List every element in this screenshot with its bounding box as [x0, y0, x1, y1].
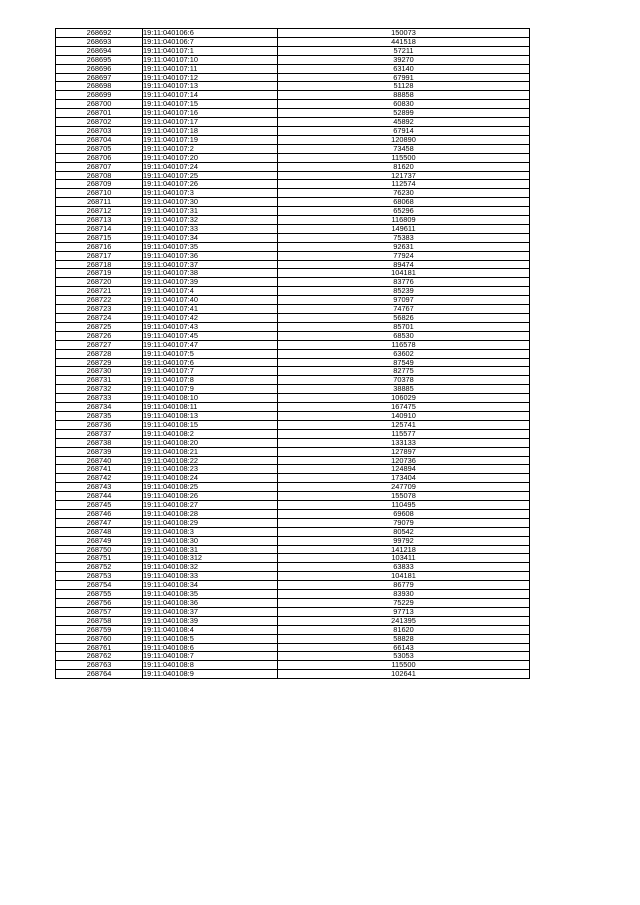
cadastral-number-cell: 19:11:040107:39: [143, 278, 278, 287]
value-cell: 92631: [278, 242, 530, 251]
value-cell: 116578: [278, 340, 530, 349]
table-row: [56, 411, 530, 420]
value-cell: 53053: [278, 652, 530, 661]
row-id-cell: 268725: [56, 322, 143, 331]
row-id-cell: 268741: [56, 465, 143, 474]
value-cell: 67991: [278, 73, 530, 82]
table-row: [56, 82, 530, 91]
table-row: [56, 429, 530, 438]
table-row: [56, 242, 530, 251]
cadastral-number-cell: 19:11:040107:5: [143, 349, 278, 358]
row-id-cell: 268711: [56, 198, 143, 207]
row-id-cell: 268758: [56, 616, 143, 625]
cadastral-number-cell: 19:11:040107:25: [143, 171, 278, 180]
cadastral-number-cell: 19:11:040108:39: [143, 616, 278, 625]
cadastral-number-cell: 19:11:040107:4: [143, 287, 278, 296]
table-row: [56, 260, 530, 269]
cadastral-number-cell: 19:11:040107:34: [143, 233, 278, 242]
cadastral-number-cell: 19:11:040106:6: [143, 29, 278, 38]
row-id-cell: 268720: [56, 278, 143, 287]
table-row: [56, 171, 530, 180]
cadastral-number-cell: 19:11:040108:30: [143, 536, 278, 545]
table-row: [56, 349, 530, 358]
row-id-cell: 268760: [56, 634, 143, 643]
cadastral-number-cell: 19:11:040108:3: [143, 527, 278, 536]
row-id-cell: 268746: [56, 509, 143, 518]
value-cell: 115500: [278, 661, 530, 670]
row-id-cell: 268710: [56, 189, 143, 198]
cadastral-number-cell: 19:11:040108:20: [143, 438, 278, 447]
table-row: [56, 394, 530, 403]
table-row: [56, 465, 530, 474]
value-cell: 173404: [278, 474, 530, 483]
table-row: [56, 599, 530, 608]
value-cell: 66143: [278, 643, 530, 652]
table-row: [56, 536, 530, 545]
row-id-cell: 268750: [56, 545, 143, 554]
cadastral-number-cell: 19:11:040107:12: [143, 73, 278, 82]
cadastral-number-cell: 19:11:040108:34: [143, 581, 278, 590]
row-id-cell: 268747: [56, 518, 143, 527]
row-id-cell: 268728: [56, 349, 143, 358]
value-cell: 83930: [278, 590, 530, 599]
row-id-cell: 268751: [56, 554, 143, 563]
row-id-cell: 268739: [56, 447, 143, 456]
row-id-cell: 268705: [56, 144, 143, 153]
data-table: [55, 28, 530, 679]
row-id-cell: 268723: [56, 305, 143, 314]
value-cell: 70378: [278, 376, 530, 385]
value-cell: 97713: [278, 607, 530, 616]
table-row: [56, 438, 530, 447]
cadastral-number-cell: 19:11:040107:13: [143, 82, 278, 91]
row-id-cell: 268706: [56, 153, 143, 162]
cadastral-number-cell: 19:11:040107:36: [143, 251, 278, 260]
cadastral-number-cell: 19:11:040107:24: [143, 162, 278, 171]
table-row: [56, 144, 530, 153]
row-id-cell: 268732: [56, 385, 143, 394]
cadastral-number-cell: 19:11:040108:11: [143, 403, 278, 412]
value-cell: 149611: [278, 224, 530, 233]
value-cell: 73458: [278, 144, 530, 153]
value-cell: 75229: [278, 599, 530, 608]
value-cell: 125741: [278, 420, 530, 429]
value-cell: 81620: [278, 625, 530, 634]
cadastral-number-cell: 19:11:040107:6: [143, 358, 278, 367]
cadastral-number-cell: 19:11:040107:19: [143, 135, 278, 144]
cadastral-number-cell: 19:11:040108:5: [143, 634, 278, 643]
row-id-cell: 268692: [56, 29, 143, 38]
row-id-cell: 268755: [56, 590, 143, 599]
table-body: [56, 29, 530, 679]
table-row: [56, 73, 530, 82]
row-id-cell: 268717: [56, 251, 143, 260]
row-id-cell: 268749: [56, 536, 143, 545]
value-cell: 83776: [278, 278, 530, 287]
table-row: [56, 287, 530, 296]
value-cell: 89474: [278, 260, 530, 269]
table-row: [56, 296, 530, 305]
row-id-cell: 268719: [56, 269, 143, 278]
table-row: [56, 420, 530, 429]
cadastral-number-cell: 19:11:040108:23: [143, 465, 278, 474]
row-id-cell: 268742: [56, 474, 143, 483]
value-cell: 76230: [278, 189, 530, 198]
table-row: [56, 376, 530, 385]
cadastral-number-cell: 19:11:040107:35: [143, 242, 278, 251]
value-cell: 68530: [278, 331, 530, 340]
value-cell: 106029: [278, 394, 530, 403]
cadastral-number-cell: 19:11:040107:45: [143, 331, 278, 340]
value-cell: 133133: [278, 438, 530, 447]
row-id-cell: 268764: [56, 670, 143, 679]
cadastral-number-cell: 19:11:040108:28: [143, 509, 278, 518]
table-row: [56, 64, 530, 73]
cadastral-number-cell: 19:11:040108:7: [143, 652, 278, 661]
row-id-cell: 268699: [56, 91, 143, 100]
value-cell: 85701: [278, 322, 530, 331]
table-row: [56, 403, 530, 412]
table-row: [56, 590, 530, 599]
value-cell: 115577: [278, 429, 530, 438]
cadastral-number-cell: 19:11:040107:41: [143, 305, 278, 314]
value-cell: 127897: [278, 447, 530, 456]
row-id-cell: 268708: [56, 171, 143, 180]
table-row: [56, 109, 530, 118]
cadastral-number-cell: 19:11:040107:26: [143, 180, 278, 189]
value-cell: 58828: [278, 634, 530, 643]
value-cell: 75383: [278, 233, 530, 242]
row-id-cell: 268693: [56, 37, 143, 46]
cadastral-number-cell: 19:11:040107:47: [143, 340, 278, 349]
value-cell: 68068: [278, 198, 530, 207]
table-row: [56, 153, 530, 162]
row-id-cell: 268743: [56, 483, 143, 492]
cadastral-number-cell: 19:11:040108:26: [143, 492, 278, 501]
table-row: [56, 126, 530, 135]
table-row: [56, 162, 530, 171]
row-id-cell: 268724: [56, 314, 143, 323]
table-row: [56, 367, 530, 376]
cadastral-number-cell: 19:11:040107:43: [143, 322, 278, 331]
cadastral-number-cell: 19:11:040108:2: [143, 429, 278, 438]
table-row: [56, 278, 530, 287]
table-row: [56, 501, 530, 510]
row-id-cell: 268752: [56, 563, 143, 572]
table-row: [56, 447, 530, 456]
cadastral-number-cell: 19:11:040108:10: [143, 394, 278, 403]
value-cell: 140910: [278, 411, 530, 420]
row-id-cell: 268715: [56, 233, 143, 242]
cadastral-number-cell: 19:11:040108:29: [143, 518, 278, 527]
cadastral-number-cell: 19:11:040108:312: [143, 554, 278, 563]
row-id-cell: 268703: [56, 126, 143, 135]
row-id-cell: 268713: [56, 216, 143, 225]
table-row: [56, 46, 530, 55]
cadastral-number-cell: 19:11:040107:2: [143, 144, 278, 153]
cadastral-number-cell: 19:11:040108:15: [143, 420, 278, 429]
cadastral-number-cell: 19:11:040107:11: [143, 64, 278, 73]
value-cell: 116809: [278, 216, 530, 225]
row-id-cell: 268745: [56, 501, 143, 510]
row-id-cell: 268721: [56, 287, 143, 296]
table-row: [56, 509, 530, 518]
value-cell: 241395: [278, 616, 530, 625]
table-row: [56, 207, 530, 216]
row-id-cell: 268701: [56, 109, 143, 118]
value-cell: 150073: [278, 29, 530, 38]
cadastral-number-cell: 19:11:040108:25: [143, 483, 278, 492]
value-cell: 104181: [278, 269, 530, 278]
value-cell: 80542: [278, 527, 530, 536]
table-row: [56, 527, 530, 536]
row-id-cell: 268702: [56, 118, 143, 127]
row-id-cell: 268737: [56, 429, 143, 438]
value-cell: 120890: [278, 135, 530, 144]
table-row: [56, 358, 530, 367]
cadastral-number-cell: 19:11:040107:30: [143, 198, 278, 207]
table-row: [56, 492, 530, 501]
row-id-cell: 268762: [56, 652, 143, 661]
row-id-cell: 268738: [56, 438, 143, 447]
value-cell: 52899: [278, 109, 530, 118]
value-cell: 57211: [278, 46, 530, 55]
table-row: [56, 135, 530, 144]
table-row: [56, 216, 530, 225]
table-row: [56, 652, 530, 661]
value-cell: 63602: [278, 349, 530, 358]
value-cell: 65296: [278, 207, 530, 216]
value-cell: 102641: [278, 670, 530, 679]
table-row: [56, 643, 530, 652]
value-cell: 67914: [278, 126, 530, 135]
value-cell: 124894: [278, 465, 530, 474]
table-row: [56, 518, 530, 527]
table-row: [56, 100, 530, 109]
cadastral-number-cell: 19:11:040108:4: [143, 625, 278, 634]
value-cell: 115500: [278, 153, 530, 162]
row-id-cell: 268730: [56, 367, 143, 376]
table-row: [56, 616, 530, 625]
cadastral-number-cell: 19:11:040108:33: [143, 572, 278, 581]
cadastral-number-cell: 19:11:040108:9: [143, 670, 278, 679]
row-id-cell: 268696: [56, 64, 143, 73]
table-row: [56, 198, 530, 207]
value-cell: 120736: [278, 456, 530, 465]
cadastral-number-cell: 19:11:040107:38: [143, 269, 278, 278]
table-row: [56, 581, 530, 590]
row-id-cell: 268756: [56, 599, 143, 608]
value-cell: 99792: [278, 536, 530, 545]
table-row: [56, 251, 530, 260]
row-id-cell: 268761: [56, 643, 143, 652]
table-row: [56, 118, 530, 127]
row-id-cell: 268712: [56, 207, 143, 216]
row-id-cell: 268718: [56, 260, 143, 269]
row-id-cell: 268726: [56, 331, 143, 340]
table-row: [56, 340, 530, 349]
cadastral-number-cell: 19:11:040107:40: [143, 296, 278, 305]
table-row: [56, 189, 530, 198]
cadastral-number-cell: 19:11:040108:31: [143, 545, 278, 554]
row-id-cell: 268694: [56, 46, 143, 55]
table-row: [56, 180, 530, 189]
value-cell: 69608: [278, 509, 530, 518]
table-row: [56, 91, 530, 100]
value-cell: 74767: [278, 305, 530, 314]
row-id-cell: 268698: [56, 82, 143, 91]
row-id-cell: 268754: [56, 581, 143, 590]
value-cell: 167475: [278, 403, 530, 412]
table-row: [56, 37, 530, 46]
cadastral-number-cell: 19:11:040107:16: [143, 109, 278, 118]
table-row: [56, 572, 530, 581]
value-cell: 77924: [278, 251, 530, 260]
value-cell: 63833: [278, 563, 530, 572]
table-row: [56, 625, 530, 634]
cadastral-number-cell: 19:11:040108:32: [143, 563, 278, 572]
value-cell: 38885: [278, 385, 530, 394]
value-cell: 112574: [278, 180, 530, 189]
table-row: [56, 331, 530, 340]
cadastral-number-cell: 19:11:040107:14: [143, 91, 278, 100]
row-id-cell: 268722: [56, 296, 143, 305]
value-cell: 247709: [278, 483, 530, 492]
row-id-cell: 268734: [56, 403, 143, 412]
value-cell: 87549: [278, 358, 530, 367]
value-cell: 441518: [278, 37, 530, 46]
cadastral-number-cell: 19:11:040107:20: [143, 153, 278, 162]
table-row: [56, 269, 530, 278]
cadastral-number-cell: 19:11:040107:42: [143, 314, 278, 323]
cadastral-number-cell: 19:11:040107:32: [143, 216, 278, 225]
cadastral-number-cell: 19:11:040107:33: [143, 224, 278, 233]
value-cell: 60830: [278, 100, 530, 109]
table-row: [56, 385, 530, 394]
value-cell: 97097: [278, 296, 530, 305]
value-cell: 104181: [278, 572, 530, 581]
value-cell: 81620: [278, 162, 530, 171]
table-row: [56, 224, 530, 233]
cadastral-number-cell: 19:11:040108:21: [143, 447, 278, 456]
row-id-cell: 268740: [56, 456, 143, 465]
row-id-cell: 268744: [56, 492, 143, 501]
row-id-cell: 268757: [56, 607, 143, 616]
cadastral-number-cell: 19:11:040107:17: [143, 118, 278, 127]
value-cell: 39270: [278, 55, 530, 64]
value-cell: 121737: [278, 171, 530, 180]
row-id-cell: 268697: [56, 73, 143, 82]
cadastral-number-cell: 19:11:040108:22: [143, 456, 278, 465]
value-cell: 51128: [278, 82, 530, 91]
cadastral-number-cell: 19:11:040107:8: [143, 376, 278, 385]
table-row: [56, 456, 530, 465]
table-row: [56, 554, 530, 563]
row-id-cell: 268735: [56, 411, 143, 420]
row-id-cell: 268716: [56, 242, 143, 251]
value-cell: 88858: [278, 91, 530, 100]
row-id-cell: 268748: [56, 527, 143, 536]
table-row: [56, 661, 530, 670]
row-id-cell: 268733: [56, 394, 143, 403]
row-id-cell: 268731: [56, 376, 143, 385]
cadastral-number-cell: 19:11:040107:10: [143, 55, 278, 64]
value-cell: 82775: [278, 367, 530, 376]
table-row: [56, 322, 530, 331]
table-row: [56, 55, 530, 64]
row-id-cell: 268700: [56, 100, 143, 109]
table-row: [56, 314, 530, 323]
value-cell: 63140: [278, 64, 530, 73]
value-cell: 85239: [278, 287, 530, 296]
row-id-cell: 268759: [56, 625, 143, 634]
cadastral-number-cell: 19:11:040107:31: [143, 207, 278, 216]
value-cell: 56826: [278, 314, 530, 323]
row-id-cell: 268695: [56, 55, 143, 64]
value-cell: 103411: [278, 554, 530, 563]
value-cell: 45892: [278, 118, 530, 127]
table-row: [56, 474, 530, 483]
cadastral-number-cell: 19:11:040107:7: [143, 367, 278, 376]
table-row: [56, 670, 530, 679]
value-cell: 110495: [278, 501, 530, 510]
table-row: [56, 563, 530, 572]
row-id-cell: 268736: [56, 420, 143, 429]
row-id-cell: 268709: [56, 180, 143, 189]
row-id-cell: 268704: [56, 135, 143, 144]
cadastral-number-cell: 19:11:040107:15: [143, 100, 278, 109]
cadastral-number-cell: 19:11:040108:13: [143, 411, 278, 420]
table-row: [56, 545, 530, 554]
table-row: [56, 483, 530, 492]
cadastral-number-cell: 19:11:040108:36: [143, 599, 278, 608]
value-cell: 79079: [278, 518, 530, 527]
row-id-cell: 268714: [56, 224, 143, 233]
cadastral-number-cell: 19:11:040108:8: [143, 661, 278, 670]
cadastral-number-cell: 19:11:040107:18: [143, 126, 278, 135]
table-row: [56, 29, 530, 38]
row-id-cell: 268707: [56, 162, 143, 171]
row-id-cell: 268729: [56, 358, 143, 367]
cadastral-number-cell: 19:11:040108:27: [143, 501, 278, 510]
row-id-cell: 268763: [56, 661, 143, 670]
row-id-cell: 268753: [56, 572, 143, 581]
row-id-cell: 268727: [56, 340, 143, 349]
cadastral-number-cell: 19:11:040106:7: [143, 37, 278, 46]
cadastral-number-cell: 19:11:040107:3: [143, 189, 278, 198]
table-row: [56, 305, 530, 314]
value-cell: 141218: [278, 545, 530, 554]
cadastral-number-cell: 19:11:040107:1: [143, 46, 278, 55]
cadastral-number-cell: 19:11:040108:24: [143, 474, 278, 483]
cadastral-number-cell: 19:11:040107:9: [143, 385, 278, 394]
value-cell: 86779: [278, 581, 530, 590]
value-cell: 155078: [278, 492, 530, 501]
table-row: [56, 233, 530, 242]
cadastral-number-cell: 19:11:040107:37: [143, 260, 278, 269]
cadastral-number-cell: 19:11:040108:35: [143, 590, 278, 599]
table-row: [56, 607, 530, 616]
cadastral-number-cell: 19:11:040108:37: [143, 607, 278, 616]
cadastral-number-cell: 19:11:040108:6: [143, 643, 278, 652]
table-row: [56, 634, 530, 643]
